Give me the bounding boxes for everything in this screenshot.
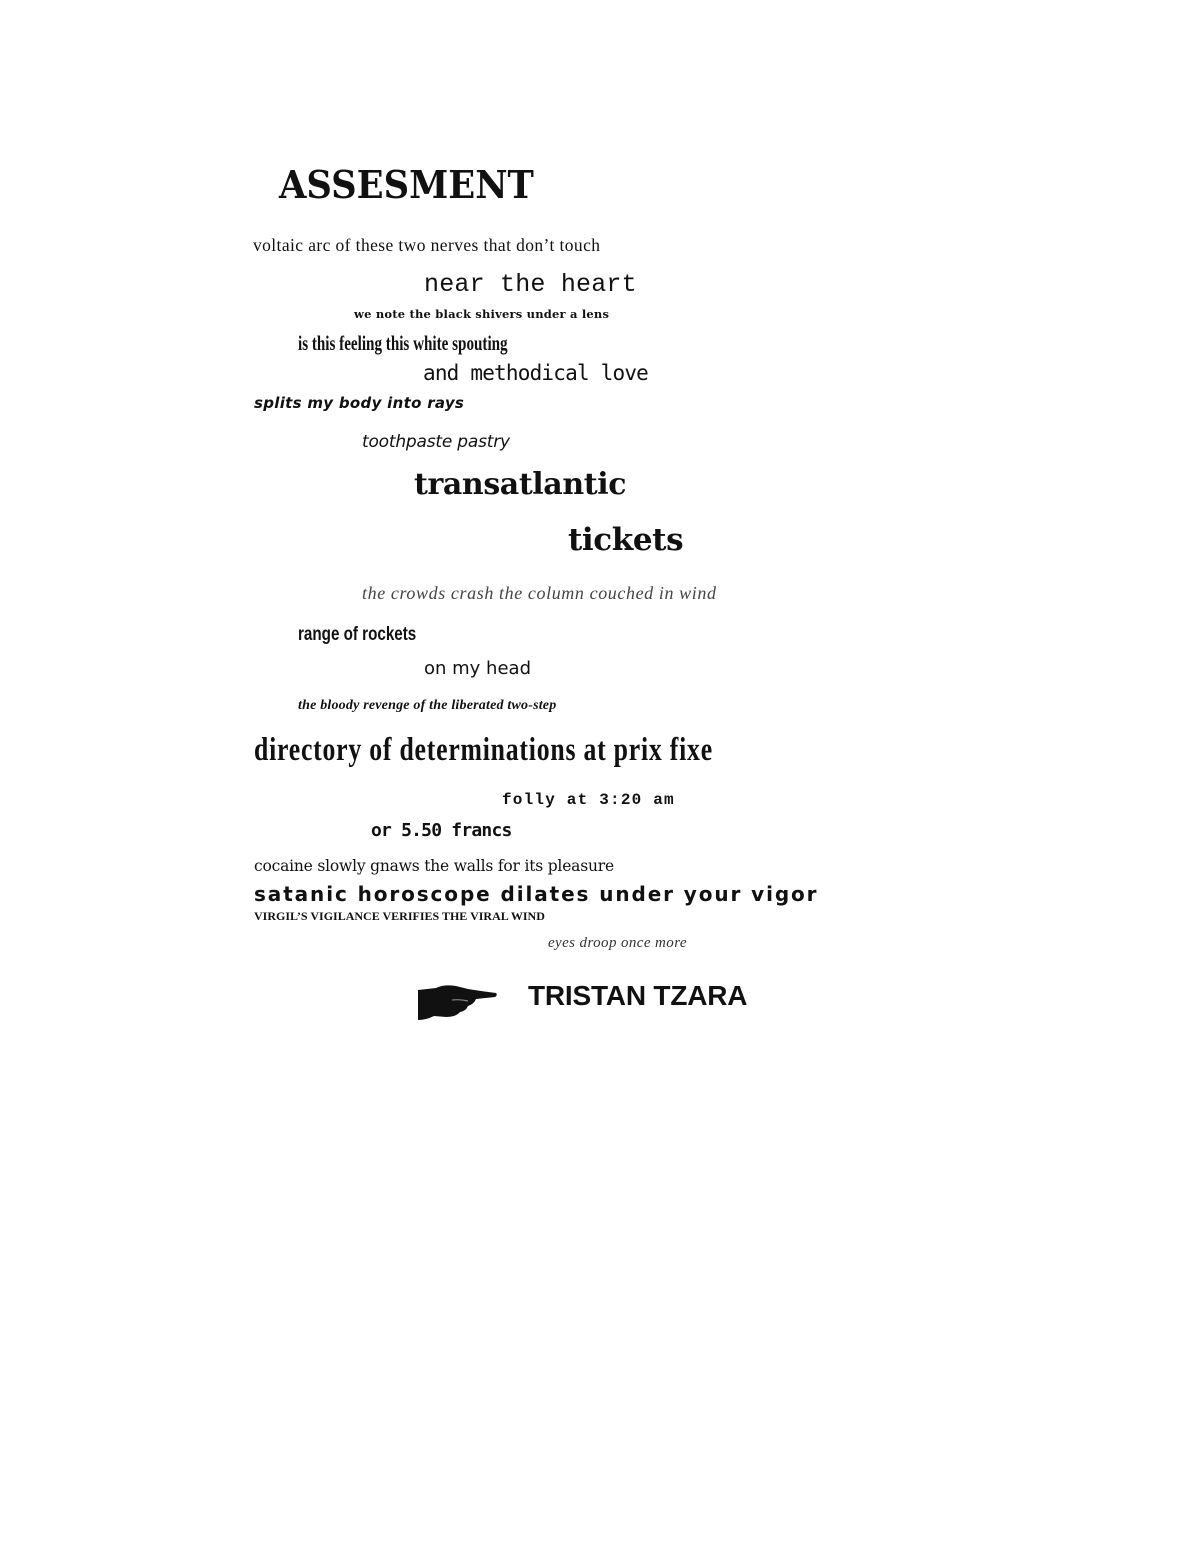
poem-line-10: the crowds crash the column couched in wind — [362, 583, 717, 603]
poem-line-15: folly at 3:20 am — [502, 791, 675, 809]
author-signature: TRISTAN TZARA — [528, 980, 748, 1011]
poem-line-12: on my head — [424, 658, 531, 679]
poem-line-16: or 5.50 francs — [371, 820, 512, 841]
poem-line-9: tickets — [568, 522, 684, 558]
poem-line-8: transatlantic — [414, 467, 627, 502]
poem-line-3: we note the black shivers under a lens — [354, 307, 610, 321]
poem-line-5: and methodical love — [423, 361, 649, 385]
pointing-hand-icon — [416, 980, 498, 1022]
poem-line-13: the bloody revenge of the liberated two-step — [298, 698, 557, 713]
poem-line-18: satanic horoscope dilates under your vigor — [254, 882, 819, 906]
poem-line-6: splits my body into rays — [254, 394, 465, 412]
poem-line-20: eyes droop once more — [548, 935, 687, 951]
poem-title: ASSESMENT — [279, 162, 534, 207]
poem-line-19: VIRGIL’S VIGILANCE VERIFIES THE VIRAL WIND — [254, 909, 545, 923]
poem-line-17: cocaine slowly gnaws the walls for its pleasure — [254, 857, 614, 875]
poem-line-11: range of rockets — [298, 624, 417, 645]
poem-line-7: toothpaste pastry — [362, 432, 510, 452]
poem-line-1: voltaic arc of these two nerves that don’t touch — [253, 235, 601, 255]
poem-line-4: is this feeling this white spouting — [298, 331, 508, 355]
poem-line-14: directory of determinations at prix fixe — [254, 732, 713, 768]
poem-line-2: near the heart — [424, 270, 637, 299]
